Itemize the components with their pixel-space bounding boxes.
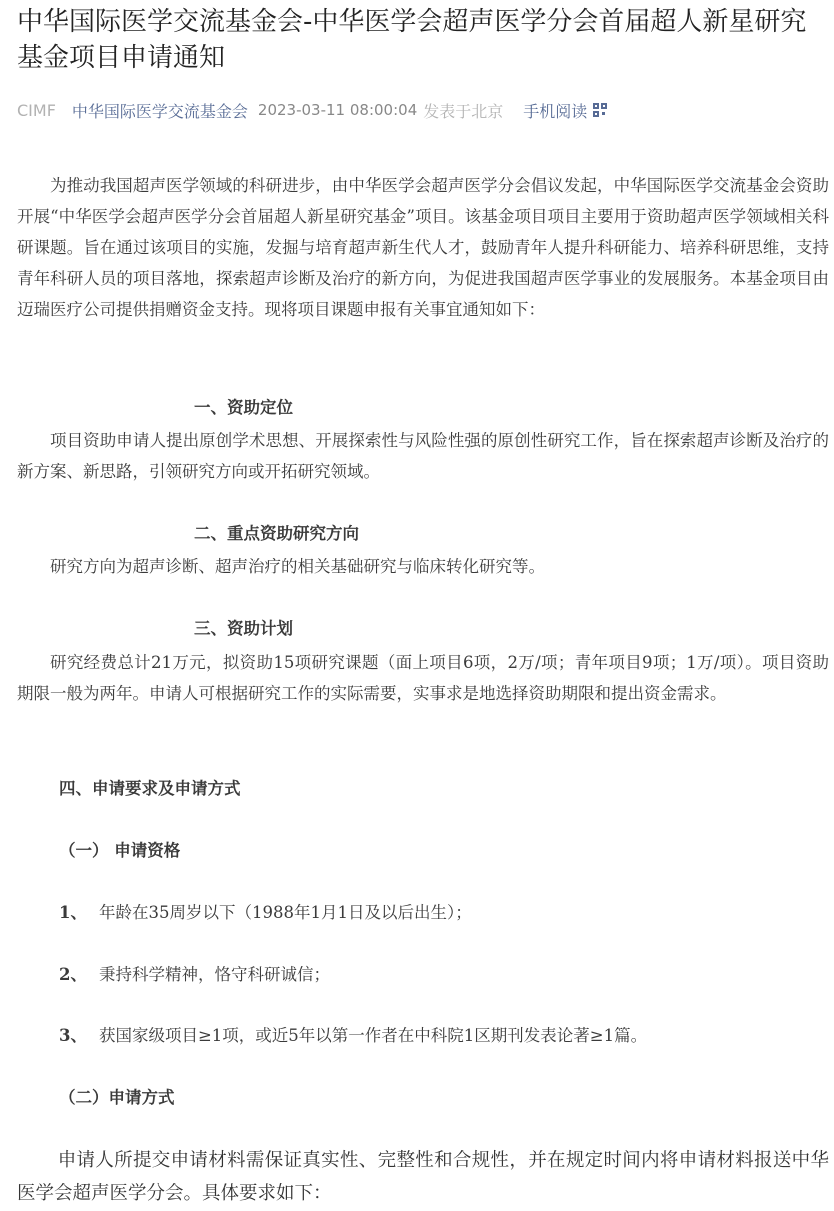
article-title: 中华国际医学交流基金会-中华医学会超声医学分会首届超人新星研究基金项目申请通知: [17, 7, 807, 73]
subsection-1-heading: （一） 申请资格: [59, 841, 181, 860]
apply-method-paragraph: 申请人所提交申请材料需保证真实性、完整性和合规性，并在规定时间内将申请材料报送中华医学会超声医学分会。具体要求如下：: [17, 1150, 829, 1204]
mobile-read-link[interactable]: 手机阅读: [523, 101, 588, 121]
requirement-text: 秉持科学精神，恪守科研诚信；: [98, 965, 330, 984]
source-label: CIMF: [17, 100, 56, 120]
requirement-item: [59, 963, 330, 987]
section-1-paragraph: 项目资助申请人提出原创学术思想、开展探索性与风险性强的原创性研究工作，旨在探索超声诊断及治疗的新方案、新思路，引领研究方向或开拓研究领域。: [17, 431, 829, 481]
section-4-heading: 四、申请要求及申请方式: [59, 779, 241, 798]
requirement-number: 2、: [59, 965, 87, 984]
subsection-2-heading: （二）申请方式: [59, 1088, 175, 1107]
section-2-paragraph: 研究方向为超声诊断、超声治疗的相关基础研究与临床转化研究等。: [50, 557, 545, 576]
requirement-text: 获国家级项目≥1项，或近5年以第一作者在中科院1区期刊发表论著≥1篇。: [98, 1026, 648, 1045]
requirement-number: 3、: [59, 1026, 87, 1045]
requirement-item: [59, 1024, 647, 1048]
qr-code-icon[interactable]: [593, 103, 607, 117]
publish-location: 发表于北京: [423, 101, 504, 121]
section-3-paragraph: 研究经费总计21万元，拟资助15项研究课题（面上项目6项，2万/项；青年项目9项；1万/项）。项目资助期限一般为两年。申请人可根据研究工作的实际需要，实事求是地选择资助期限和提出资金需求。: [17, 653, 829, 703]
requirement-number: 1、: [59, 903, 87, 922]
section-3-heading: 三、资助计划: [194, 619, 293, 638]
requirement-text: 年龄在35周岁以下（1988年1月1日及以后出生）；: [98, 903, 472, 922]
account-name-link[interactable]: 中华国际医学交流基金会: [71, 101, 248, 121]
section-1-heading: 一、资助定位: [194, 398, 293, 417]
article-meta: [17, 98, 607, 122]
publish-datetime: 2023-03-11 08:00:04: [257, 101, 418, 119]
requirement-item: [59, 901, 472, 925]
intro-paragraph: 为推动我国超声医学领域的科研进步，由中华医学会超声医学分会倡议发起，中华国际医学交流基金会资助开展“中华医学会超声医学分会首届超人新星研究基金”项目。该基金项目项目主要用于资助超声医学领域相关科研课题。旨在通过该项目的实施，发掘与培育超声新生代人才，鼓励青年人提升科研能力、培养科研思维，支持青年科研人员的项目落地，探索超声诊断及治疗的新方向，为促进我国超声医学事业的发展服务。本基金项目由迈瑞医疗公司提供捐赠资金支持。现将项目课题申报有关事宜通知如下：: [17, 176, 829, 319]
section-2-heading: 二、重点资助研究方向: [194, 524, 359, 543]
